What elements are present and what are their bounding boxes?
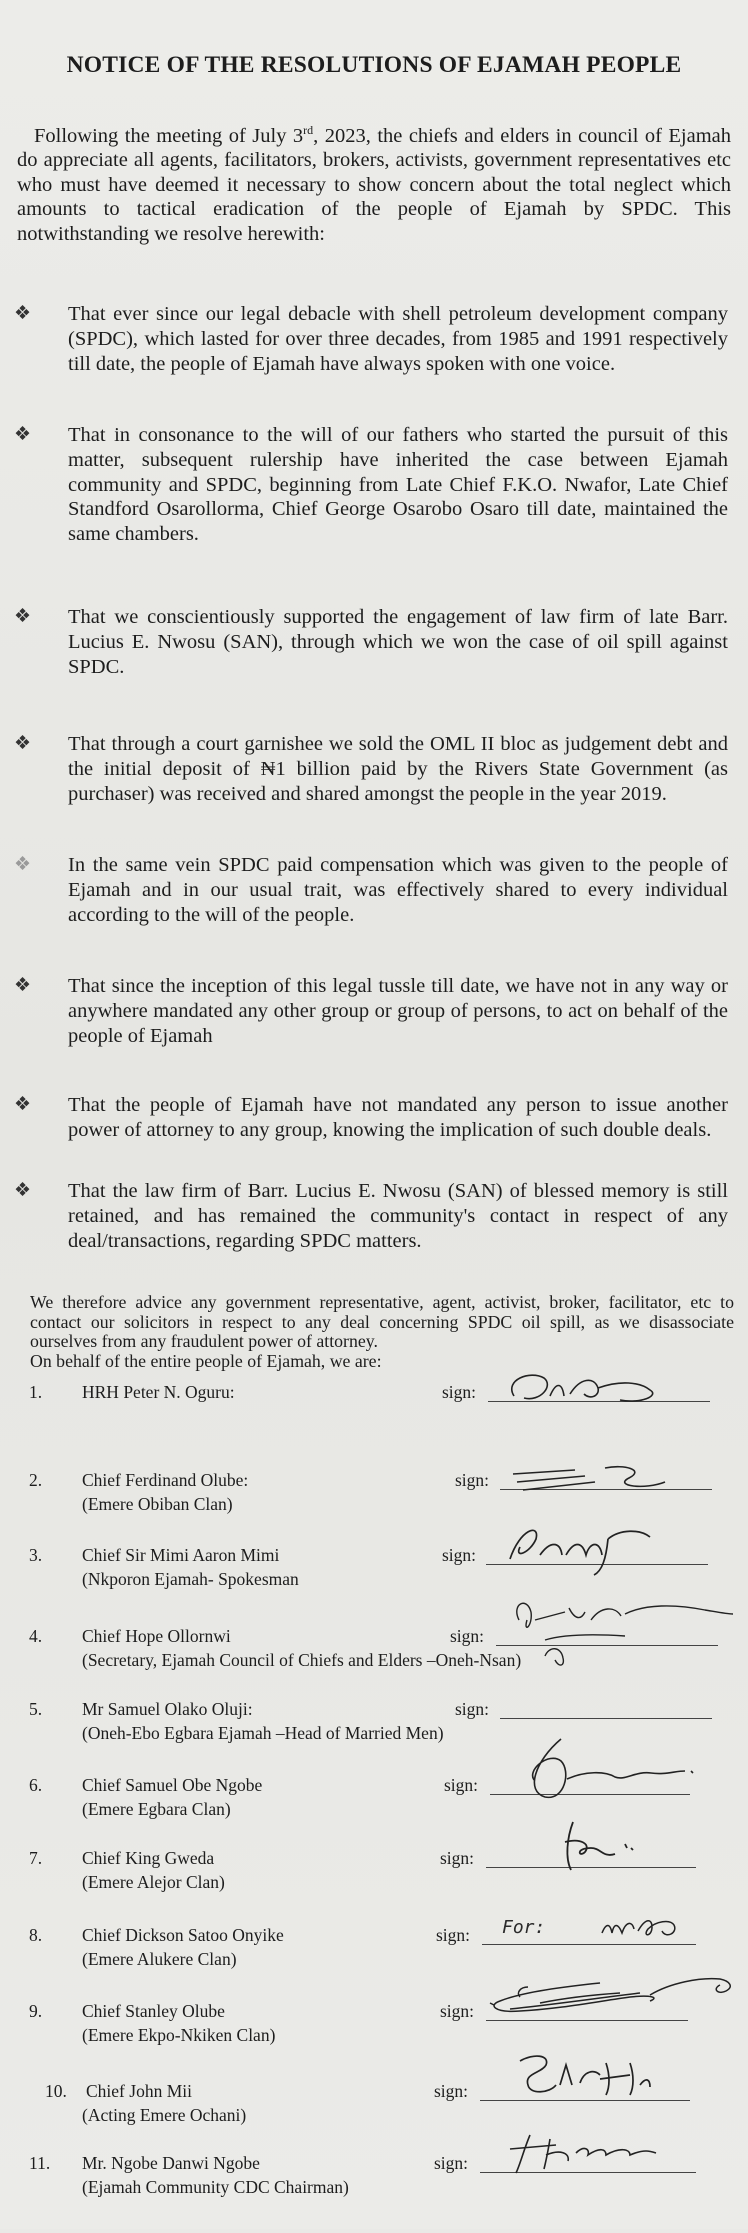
resolution-text: That the people of Ejamah have not mandated any person to issue another power of attorney to any group, knowing the implication of such double deals. — [68, 1094, 728, 1141]
sign-label: sign: — [440, 2001, 475, 2021]
signatory-row — [0, 2153, 748, 2233]
signatory-title: (Emere Ekpo-Nkiken Clan) — [82, 2025, 276, 2045]
signatory-name: HRH Peter N. Oguru: — [82, 1382, 235, 1402]
intro-paragraph: Following the meeting of July 3rd, 2023, the chiefs and elders in council of Ejamah do appreciate all agents, facilitators, brokers, activists, government representatives etc who must have deemed it necessary to show concern about the total neglect which amounts to tactical eradication of the people of Ejamah by SPDC. This notwithstanding we resolve herewith: — [17, 123, 732, 245]
signatory-row — [0, 1626, 748, 1706]
signature-7 — [545, 1818, 655, 1874]
bullet-icon: ❖ — [14, 733, 32, 754]
closing-paragraph — [30, 1293, 734, 1371]
bullet-icon: ❖ — [14, 606, 32, 627]
signatory-name: Chief Samuel Obe Ngobe — [82, 1775, 263, 1795]
on-behalf-text: On behalf of the entire people of Ejamah, we are: — [30, 1350, 382, 1371]
resolution-text: That since the inception of this legal tussle till date, we have not in any way or anywhere mandated any other group or group of persons, to act on behalf of the people of Ejamah — [68, 975, 728, 1047]
signatory-number: 8. — [29, 1925, 43, 1945]
signatory-title: (Emere Egbara Clan) — [82, 1799, 231, 1819]
resolution-text: That through a court garnishee we sold the OML II bloc as judgement debt and the initial deposit of ₦1 billion paid by the Rivers State Government (as purchaser) was received and shared amongst the people in the year 2019. — [68, 733, 728, 805]
bullet-icon: ❖ — [14, 424, 32, 445]
signatory-name: Chief Sir Mimi Aaron Mimi — [82, 1545, 280, 1565]
resolution-text: That in consonance to the will of our fathers who started the pursuit of this matter, subsequent rulership have inherited the case between Ejamah community and SPDC, beginning from Late Chief F.K.O. Nwafor, Late Chief Standford Osarollorma, Chief George Osarobo Osaro till date, maintained the same chambers. — [68, 424, 728, 546]
signatory-title: (Ejamah Community CDC Chairman) — [82, 2177, 349, 2197]
signatory-title: (Nkporon Ejamah- Spokesman — [82, 1569, 299, 1589]
signatory-number: 7. — [29, 1848, 43, 1868]
sign-label: sign: — [436, 1925, 471, 1945]
signatory-name: Chief Hope Ollornwi — [82, 1626, 231, 1646]
signatory-name: Chief Dickson Satoo Onyike — [82, 1925, 284, 1945]
signatory-name: Chief Ferdinand Olube: — [82, 1470, 249, 1490]
signatory-name: Mr. Ngobe Danwi Ngobe — [82, 2153, 260, 2173]
signature-6 — [505, 1731, 705, 1803]
closing-text: We therefore advice any government representative, agent, activist, broker, facilitator, etc to contact our solicitors in respect to any deal concerning SPDC oil spill, as we disassociate ourselves from any fraudulent power of attorney. — [30, 1292, 734, 1352]
signatory-name: Chief John Mii — [86, 2081, 192, 2101]
sign-label: sign: — [444, 1775, 479, 1795]
signatory-number: 10. — [45, 2081, 67, 2101]
bullet-icon: ❖ — [14, 975, 32, 996]
bullet-icon: ❖ — [14, 1180, 32, 1201]
signature-8 — [596, 1911, 696, 1945]
signatory-title: (Oneh-Ebo Egbara Ejamah –Head of Married Men) — [82, 1723, 444, 1743]
signatory-title: (Secretary, Ejamah Council of Chiefs and Elders –Oneh-Nsan) — [82, 1650, 522, 1670]
signatory-title: (Emere Obiban Clan) — [82, 1494, 233, 1514]
signatory-number: 9. — [29, 2001, 43, 2021]
signature-2 — [505, 1460, 675, 1496]
sign-label: sign: — [442, 1382, 477, 1402]
signature-4 — [505, 1590, 735, 1670]
signatory-row — [0, 1382, 748, 1462]
signatory-title: (Acting Emere Ochani) — [82, 2105, 247, 2125]
signatory-number: 2. — [29, 1470, 43, 1490]
sign-label: sign: — [455, 1699, 490, 1719]
handwritten-note: For: — [502, 1917, 546, 1938]
sign-label: sign: — [434, 2081, 469, 2101]
signature-9 — [480, 1953, 745, 2033]
signatory-number: 5. — [29, 1699, 43, 1719]
signatory-number: 6. — [29, 1775, 43, 1795]
signature-1 — [500, 1366, 670, 1414]
signatory-name: Chief King Gweda — [82, 1848, 215, 1868]
signatory-number: 4. — [29, 1626, 43, 1646]
signatory-name: Mr Samuel Olako Oluji: — [82, 1699, 253, 1719]
bullet-icon: ❖ — [14, 854, 32, 875]
bullet-icon: ❖ — [14, 1094, 32, 1115]
sign-label: sign: — [450, 1626, 485, 1646]
bullet-icon: ❖ — [14, 303, 32, 324]
signatory-number: 3. — [29, 1545, 43, 1565]
sign-label: sign: — [455, 1470, 490, 1490]
resolution-text: That the law firm of Barr. Lucius E. Nwosu (SAN) of blessed memory is still retained, and has remained the community's contact in respect of any deal/transactions, regarding SPDC matters. — [68, 1180, 728, 1252]
document-title: NOTICE OF THE RESOLUTIONS OF EJAMAH PEOPLE — [66, 52, 682, 78]
sign-label: sign: — [440, 1848, 475, 1868]
signature-11 — [490, 2125, 690, 2175]
signatory-number: 1. — [29, 1382, 43, 1402]
signatory-title: (Emere Alukere Clan) — [82, 1949, 237, 1969]
sign-label: sign: — [442, 1545, 477, 1565]
signature-10 — [500, 2045, 680, 2105]
signature-3 — [490, 1519, 680, 1579]
signatory-number: 11. — [29, 2153, 51, 2173]
resolution-text: That we conscientiously supported the engagement of law firm of late Barr. Lucius E. Nwosu (SAN), through which we won the case of oil spill against SPDC. — [68, 606, 728, 678]
signatory-name: Chief Stanley Olube — [82, 2001, 225, 2021]
resolution-text: In the same vein SPDC paid compensation which was given to the people of Ejamah and in our usual trait, was effectively shared to every individual according to the will of the people. — [68, 854, 728, 926]
resolution-text: That ever since our legal debacle with shell petroleum development company (SPDC), which lasted for over three decades, from 1985 and 1991 respectively till date, the people of Ejamah have always spoken with one voice. — [68, 303, 728, 375]
signature-line — [500, 1718, 712, 1719]
sign-label: sign: — [434, 2153, 469, 2173]
signatory-title: (Emere Alejor Clan) — [82, 1872, 225, 1892]
